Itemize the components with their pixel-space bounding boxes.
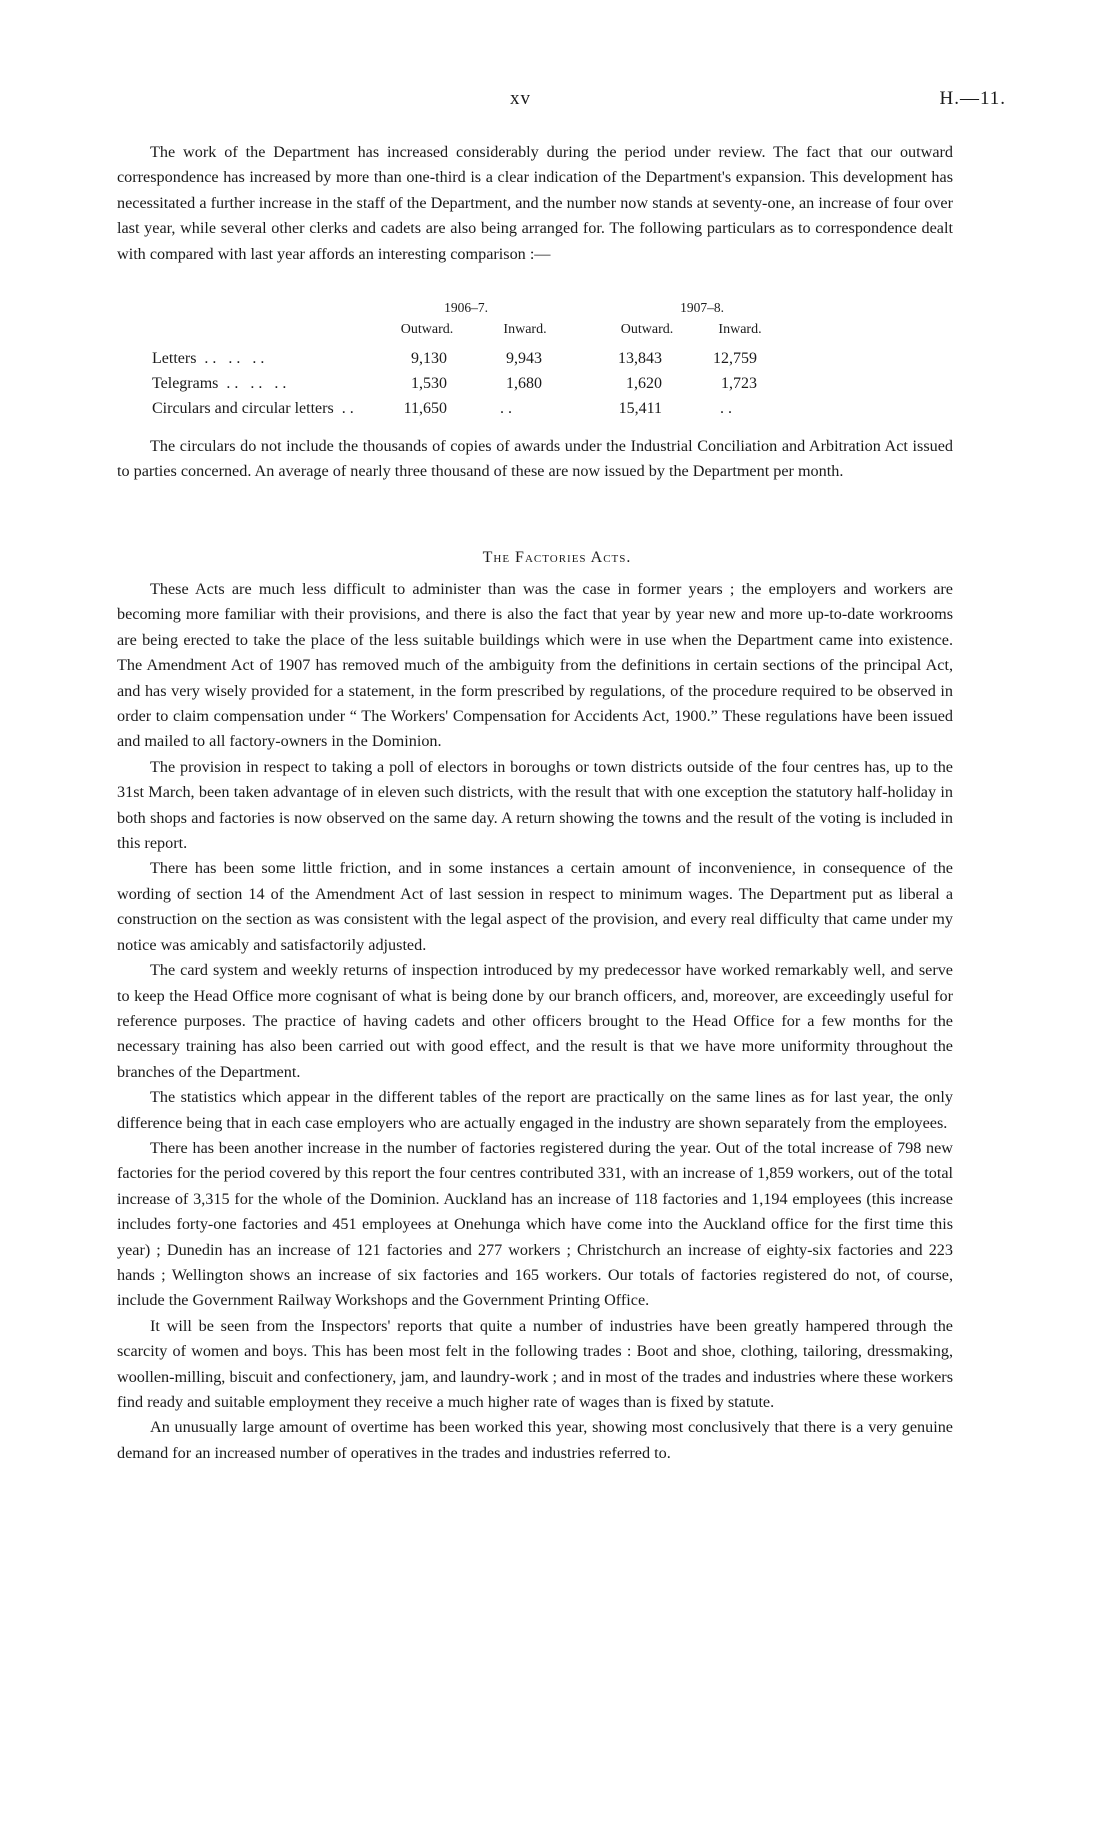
factories-paragraph: There has been some little friction, and in some instances a certain amount of inconvenience, in consequence of the wording of section 14 of the Amendment Act of last session in respect to minimum wages. The Department put as liberal a construction on the section as was consistent with the legal aspect of the provision, and every real difficulty that came under my notice was amicably and satisfactorily adjusted. (117, 859, 953, 954)
table-row (152, 371, 912, 396)
table-cell: 1,530 (411, 375, 447, 392)
column-header: Outward. (620, 322, 674, 337)
page-header (0, 88, 1114, 118)
period-1-header: 1906–7. (444, 300, 488, 315)
factories-paragraph: It will be seen from the Inspectors' reports that quite a number of industries have been greatly hampered through the scarcity of women and boys. This has been most felt in the following trades : Boot and shoe, clothing, tailoring, dressmaking, woollen-milling, biscuit and confectionery, jam, and laundry-work ; and in most of the trades and industries where these workers find ready and suitable employment they receive a much higher rate of wages than is fixed by statute. (117, 1316, 953, 1411)
page-number: xv (510, 88, 531, 109)
factories-section (117, 577, 953, 1466)
table-cell: 1,680 (506, 375, 542, 392)
table-cell: . . (500, 400, 512, 417)
table-cell: 11,650 (403, 400, 447, 417)
factories-paragraph: These Acts are much less difficult to administer than was the case in former years ; the employers and workers are becoming more familiar with their provisions, and there is also the fact that year by year new and more up-to-date workrooms are being erected to take the place of the less suitable buildings which were in use when the Department came into existence. The Amendment Act of 1907 has removed much of the ambiguity from the definitions in certain sections of the principal Act, and has very wisely provided for a statement, in the form prescribed by regulations, of the procedure required to be observed in order to claim compensation under “ The Workers' Compensation for Accidents Act, 1900.” These regulations have been issued and mailed to all factory-owners in the Dominion. (117, 580, 953, 751)
factories-paragraph: The provision in respect to taking a poll of electors in boroughs or town districts outside of the four centres has, up to the 31st March, been taken advantage of in eleven such districts, with the result that with one exception the statutory half-holiday in both shops and factories is now observed on the same day. A return showing the towns and the result of the voting is included in this report. (117, 757, 953, 853)
intro-paragraph: The work of the Department has increased considerably during the period under review. The fact that our outward correspondence has increased by more than one-third is a clear indication of the Department's expansion. This development has necessitated a further increase in the staff of the Department, and the number now stands at seventy-one, an increase of four over last year, while several other clerks and cadets are also being arranged for. The following particulars as to correspondence dealt with compared with last year affords an interesting comparison :— (117, 143, 953, 263)
period-2-header: 1907–8. (680, 300, 724, 315)
table-cell: 1,723 (721, 375, 757, 392)
document-reference: H.—11. (939, 88, 1006, 109)
table-cell: 1,620 (626, 375, 662, 392)
table-period-headers (152, 300, 912, 322)
row-label: Circulars and circular letters . . (152, 400, 354, 417)
intro-section (117, 140, 953, 267)
column-header: Outward. (400, 322, 454, 337)
table-cell: 9,130 (411, 350, 447, 367)
table-cell: 15,411 (618, 400, 662, 417)
factories-paragraph: The statistics which appear in the different tables of the report are practically on the same lines as for last year, the only difference being that in each case employers who are actually engaged in the industry are shown separately from the employees. (117, 1088, 953, 1132)
column-header: Inward. (718, 322, 762, 337)
factories-paragraph: An unusually large amount of overtime has been worked this year, showing most conclusively that there is a very genuine demand for an increased number of operatives in the trades and industries referred to. (117, 1418, 953, 1462)
factories-paragraph: The card system and weekly returns of inspection introduced by my predecessor have worked remarkably well, and serve to keep the Head Office more cognisant of what is being done by our branch officers, and, moreover, are exceedingly useful for reference purposes. The practice of having cadets and other officers brought to the Head Office for a few months for the necessary training has also been carried out with good effect, and the result is that we have more uniformity throughout the branches of the Department. (117, 961, 953, 1081)
correspondence-table (152, 300, 912, 421)
circulars-note-section (117, 434, 953, 485)
row-label: Letters . . . . . . (152, 350, 265, 367)
section-title: The Factories Acts. (482, 549, 632, 566)
row-label: Telegrams . . . . . . (152, 375, 287, 392)
table-row (152, 396, 912, 421)
circulars-note-paragraph: The circulars do not include the thousands of copies of awards under the Industrial Conciliation and Arbitration Act issued to parties concerned. An average of nearly three thousand of these are now issued by the Department per month. (117, 437, 953, 481)
table-cell: 13,843 (618, 350, 662, 367)
factories-paragraph: There has been another increase in the number of factories registered during the year. Out of the total increase of 798 new factories for the period covered by this report the four centres contributed 331, with an increase of 1,859 workers, out of the total increase of 3,315 for the whole of the Dominion. Auckland has an increase of 118 factories and 1,194 employees (this increase includes forty-one factories and 451 employees at Onehunga which have come into the Auckland office for the first time this year) ; Dunedin has an increase of 121 factories and 277 workers ; Christchurch an increase of eighty-six factories and 223 hands ; Wellington shows an increase of six factories and 165 workers. Our totals of factories registered do not, of course, include the Government Railway Workshops and the Government Printing Office. (117, 1138, 953, 1310)
table-cell: 9,943 (506, 350, 542, 367)
table-column-headers (152, 322, 912, 346)
column-header: Inward. (503, 322, 547, 337)
table-row (152, 346, 912, 371)
table-cell: 12,759 (713, 350, 757, 367)
table-cell: . . (720, 400, 732, 417)
